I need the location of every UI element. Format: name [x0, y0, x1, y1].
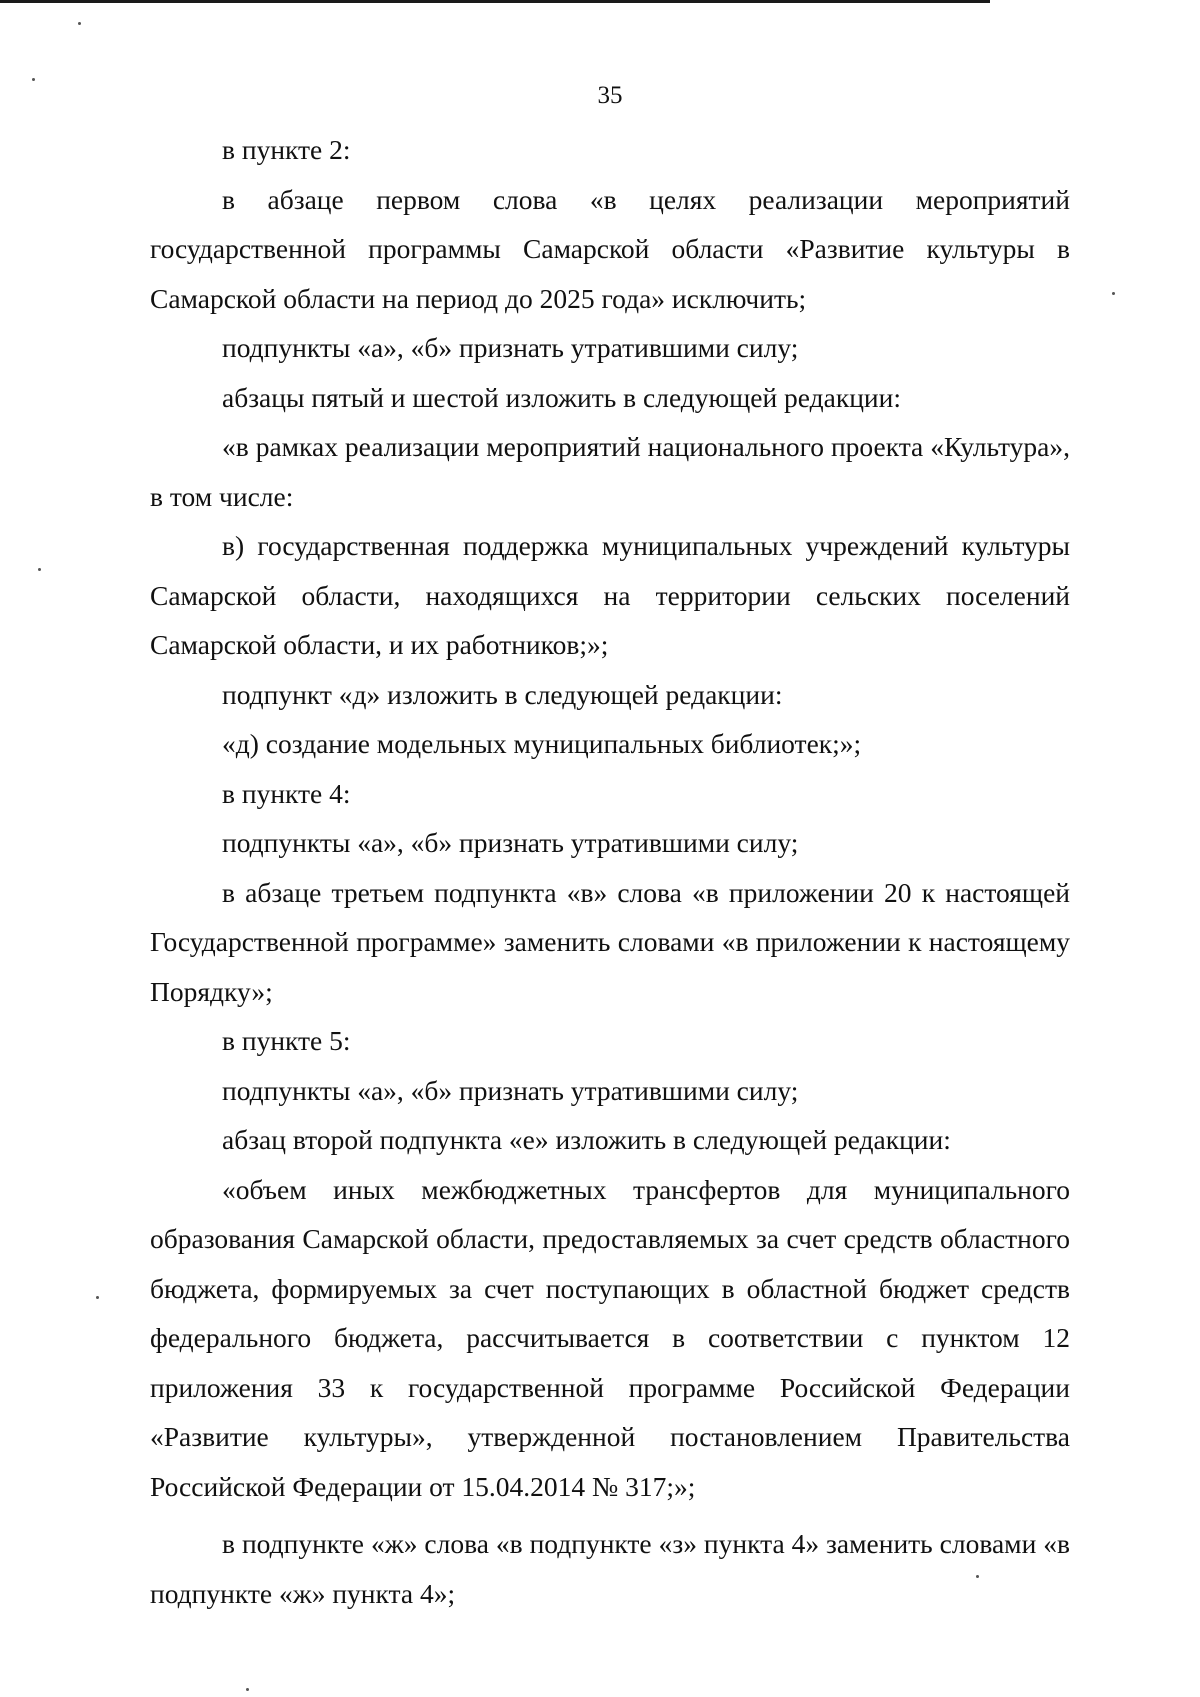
scan-speck [32, 78, 35, 81]
scan-speck [78, 22, 81, 25]
paragraph: в) государственная поддержка муниципальных учреждений культуры Самарской области, находящихся на территории сельских поселений Самарской области, и их работников;»; [150, 530, 1070, 660]
paragraph: в пункте 2: [222, 134, 351, 165]
scan-speck [976, 1575, 979, 1578]
paragraph: «д) создание модельных муниципальных библиотек;»; [222, 728, 862, 759]
scan-speck [96, 1296, 99, 1299]
paragraph: в пункте 4: [222, 777, 351, 809]
paragraph: в подпункте «ж» слова «в подпункте «з» пункта 4» заменить словами «в подпункте «ж» пункта 4»; [150, 1528, 1070, 1609]
paragraph: подпункты «а», «б» признать утратившими силу; [222, 332, 799, 363]
paragraph: абзац второй подпункта «е» изложить в следующей редакции: [222, 1124, 951, 1155]
scan-speck [38, 568, 41, 571]
paragraph: абзацы пятый и шестой изложить в следующей редакции: [222, 381, 902, 413]
scan-speck [1112, 292, 1115, 295]
paragraph: «объем иных межбюджетных трансфертов для муниципального образования Самарской области, предоставляемых за счет средств областного бюджета, формируемых за счет поступающих в областной бюджет средств федерального бюджета, рассчитывается в соответствии с пунктом 12 приложения 33 к государственной программе Российской Федерации «Развитие культуры», утвержденной постановлением Правительства Российской Федерации от 15.04.2014 № 317;»; [150, 1173, 1070, 1502]
paragraph: подпункты «а», «б» признать утратившими силу; [222, 827, 799, 858]
paragraph: в пункте 5: [222, 1025, 351, 1056]
paragraph: подпункт «д» изложить в следующей редакции: [222, 678, 783, 710]
paragraph: в абзаце третьем подпункта «в» слова «в приложении 20 к настоящей Государственной программе» заменить словами «в приложении к настоящему Порядку»; [150, 876, 1070, 1007]
document-body [150, 125, 1070, 1618]
paragraph: подпункты «а», «б» признать утратившими силу; [222, 1074, 799, 1106]
scan-top-border [0, 0, 990, 3]
scan-speck [246, 1688, 249, 1691]
paragraph: в абзаце первом слова «в целях реализации мероприятий государственной программы Самарской области «Развитие культуры в Самарской области на период до 2025 года» исключить; [150, 183, 1070, 314]
paragraph: «в рамках реализации мероприятий национального проекта «Культура», в том числе: [150, 431, 1070, 512]
page-number: 35 [597, 82, 623, 109]
